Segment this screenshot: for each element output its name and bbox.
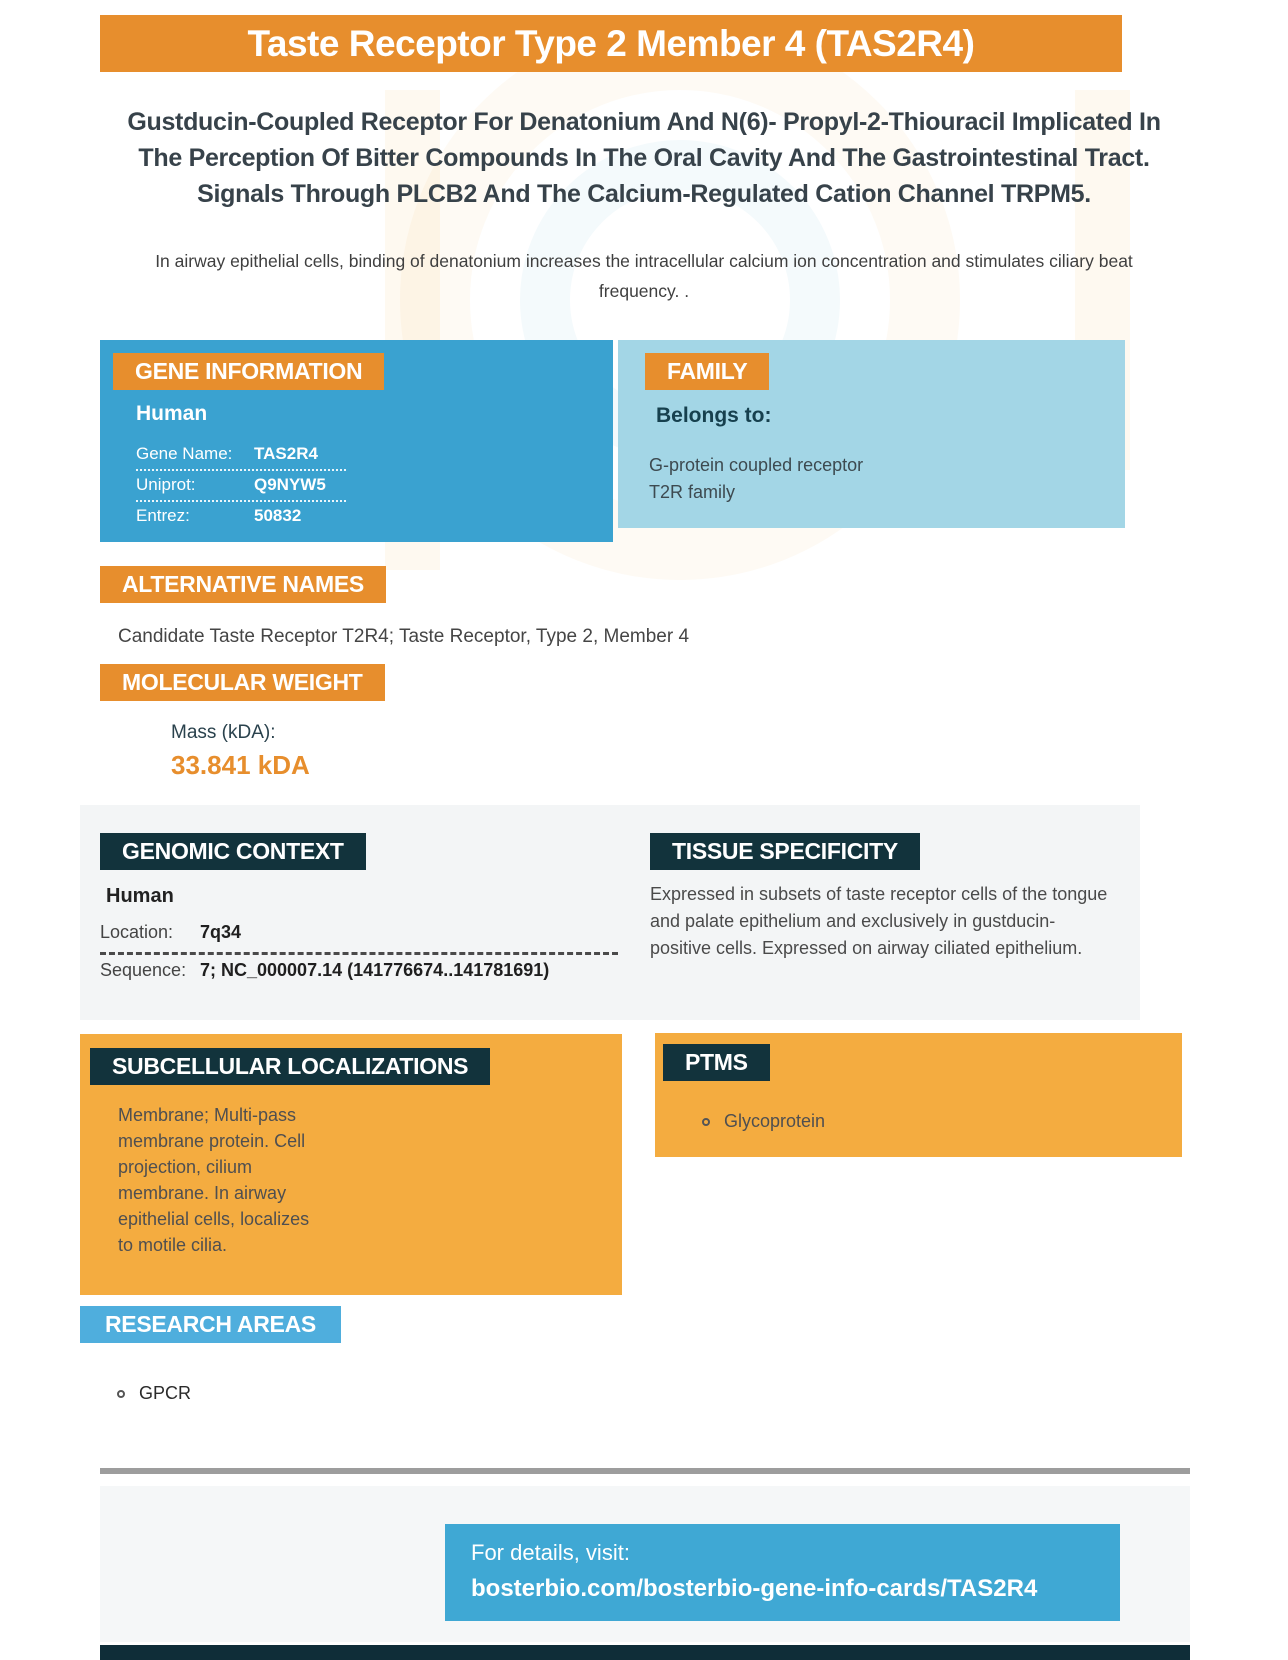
- sequence-label: Sequence:: [100, 960, 187, 980]
- family-heading: FAMILY: [645, 353, 769, 390]
- details-link[interactable]: bosterbio.com/bosterbio-gene-info-cards/TAS2R4: [471, 1575, 1038, 1602]
- tissue-specificity-text: Expressed in subsets of taste receptor cells of the tongue and palate epithelium and exclusively in gustducin- positive cells. Expressed on airway ciliated epithelium.: [650, 884, 1108, 958]
- location-label: Location:: [100, 922, 174, 942]
- uniprot-label: Uniprot:: [136, 475, 196, 494]
- location-row: [100, 922, 241, 943]
- gene-information-heading: GENE INFORMATION: [113, 353, 384, 390]
- sequence-value: 7; NC_000007.14 (141776674..141781691): [200, 960, 550, 980]
- genomic-species-label: Human: [106, 885, 174, 907]
- table-row: [136, 440, 346, 471]
- uniprot-value: Q9NYW5: [254, 475, 326, 494]
- page-title: Taste Receptor Type 2 Member 4 (TAS2R4): [100, 15, 1122, 72]
- subcellular-localizations-section: [80, 1034, 622, 1295]
- gene-information-section: [100, 340, 613, 542]
- location-value: 7q34: [200, 922, 242, 942]
- table-row: [136, 471, 346, 502]
- research-areas-heading: RESEARCH AREAS: [80, 1306, 341, 1343]
- molecular-weight-heading: MOLECULAR WEIGHT: [100, 664, 385, 701]
- gene-species-label: Human: [136, 402, 208, 425]
- gene-summary-headline: Gustducin-Coupled Receptor For Denatonium And N(6)- Propyl-2-Thiouracil Implicated In The Perception Of Bitter Compounds In The Oral Cavity And The Gastrointestinal Tract. Signals Through PLCB2 And The Calcium-Regulated Cation Channel TRPM5.: [127, 108, 1161, 208]
- bullet-icon: [117, 1390, 125, 1398]
- gene-information-table: [136, 440, 346, 531]
- belongs-to-label: Belongs to:: [656, 404, 772, 427]
- genomic-tissue-panel: [80, 805, 1140, 1020]
- footer-panel: [100, 1486, 1190, 1642]
- sequence-row: [100, 960, 549, 981]
- visit-label: For details, visit:: [471, 1540, 630, 1565]
- family-line: T2R family: [649, 482, 736, 502]
- ptm-item-label: Glycoprotein: [724, 1111, 826, 1131]
- table-row: [136, 502, 346, 531]
- alternative-names-text: Candidate Taste Receptor T2R4; Taste Receptor, Type 2, Member 4: [118, 626, 690, 647]
- entrez-label: Entrez:: [136, 506, 190, 525]
- family-membership: [649, 452, 863, 506]
- entrez-value: 50832: [254, 506, 302, 525]
- tissue-specificity-heading: TISSUE SPECIFICITY: [650, 833, 920, 870]
- family-line: G-protein coupled receptor: [649, 455, 864, 475]
- gene-name-label: Gene Name:: [136, 444, 233, 463]
- mass-value: 33.841 kDA: [171, 750, 310, 780]
- alternative-names-heading: ALTERNATIVE NAMES: [100, 566, 386, 603]
- bullet-icon: [702, 1118, 710, 1126]
- footer-divider: [100, 1468, 1190, 1474]
- ptms-heading: PTMS: [663, 1044, 770, 1081]
- subcellular-localizations-text: Membrane; Multi-pass membrane protein. Cell projection, cilium membrane. In airway epithelial cells, localizes to motile cilia.: [118, 1105, 310, 1255]
- gene-name-value: TAS2R4: [254, 444, 318, 463]
- dashed-divider: [100, 952, 618, 955]
- list-item: [117, 1383, 191, 1404]
- ptms-section: [655, 1033, 1182, 1157]
- mass-label: Mass (kDA):: [171, 722, 276, 743]
- bottom-bar: [100, 1645, 1190, 1660]
- family-section: [618, 340, 1125, 528]
- gene-description: In airway epithelial cells, binding of denatonium increases the intracellular calcium ion concentration and stimulates ciliary beat frequency. .: [155, 251, 1133, 301]
- footer-link-box: [445, 1524, 1120, 1621]
- list-item: [702, 1111, 825, 1132]
- subcellular-localizations-heading: SUBCELLULAR LOCALIZATIONS: [90, 1048, 490, 1085]
- research-area-label: GPCR: [139, 1383, 192, 1403]
- genomic-context-heading: GENOMIC CONTEXT: [100, 833, 366, 870]
